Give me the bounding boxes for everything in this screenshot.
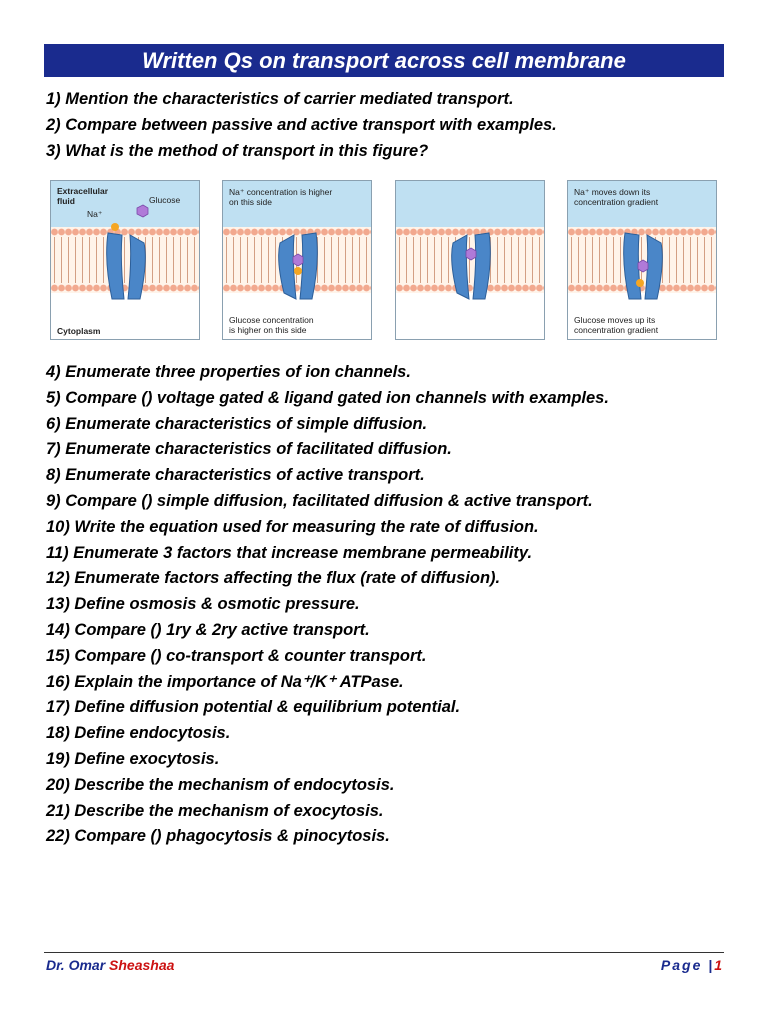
transport-figure xyxy=(50,180,718,340)
phospholipid-head xyxy=(156,229,163,236)
phospholipid-head xyxy=(596,285,603,292)
phospholipid-head xyxy=(349,285,356,292)
phospholipid-head xyxy=(149,285,156,292)
phospholipid-head xyxy=(363,229,370,236)
glucose-molecule xyxy=(466,248,476,260)
phospholipid-head xyxy=(237,285,244,292)
sodium-ion xyxy=(111,223,119,231)
phospholipid-head xyxy=(424,285,431,292)
phospholipid-head xyxy=(51,229,58,236)
phospholipid-head xyxy=(708,285,715,292)
phospholipid-head xyxy=(177,285,184,292)
question-item: 22) Compare () phagocytosis & pinocytosis. xyxy=(46,827,390,846)
phospholipid-head xyxy=(403,229,410,236)
sodium-ion xyxy=(636,279,644,287)
phospholipid-head xyxy=(431,229,438,236)
question-item: 14) Compare () 1ry & 2ry active transport. xyxy=(46,620,370,639)
phospholipid-head xyxy=(438,229,445,236)
phospholipid-head xyxy=(163,285,170,292)
phospholipid-head xyxy=(184,229,191,236)
phospholipid-head xyxy=(508,229,515,236)
phospholipid-head xyxy=(363,285,370,292)
phospholipid-head xyxy=(244,285,251,292)
sodium-label: Na⁺ xyxy=(87,209,103,219)
phospholipid-head xyxy=(335,285,342,292)
phospholipid-head xyxy=(230,229,237,236)
phospholipid-head xyxy=(459,229,466,236)
question-item: 9) Compare () simple diffusion, facilitated diffusion & active transport. xyxy=(46,491,593,510)
phospholipid-head xyxy=(673,229,680,236)
phospholipid-head xyxy=(589,285,596,292)
phospholipid-head xyxy=(223,285,230,292)
phospholipid-head xyxy=(659,285,666,292)
phospholipid-head xyxy=(163,229,170,236)
lipid-bilayer xyxy=(51,227,200,293)
glucose-molecule xyxy=(638,260,648,272)
phospholipid-head xyxy=(128,229,135,236)
phospholipid-head xyxy=(191,285,198,292)
phospholipid-head xyxy=(279,229,286,236)
figure-panel-1 xyxy=(50,180,200,340)
page-number: 1 xyxy=(714,957,722,973)
question-list-bottom xyxy=(46,360,609,850)
question-item: 21) Describe the mechanism of exocytosis. xyxy=(46,801,384,820)
phospholipid-head xyxy=(265,285,272,292)
phospholipid-head xyxy=(86,229,93,236)
phospholipid-head xyxy=(93,229,100,236)
phospholipid-head xyxy=(575,229,582,236)
phospholipid-head xyxy=(617,285,624,292)
phospholipid-head xyxy=(687,229,694,236)
phospholipid-head xyxy=(258,285,265,292)
phospholipid-head xyxy=(680,285,687,292)
phospholipid-head xyxy=(135,229,142,236)
phospholipid-head xyxy=(403,285,410,292)
phospholipid-head xyxy=(356,229,363,236)
phospholipid-head xyxy=(335,229,342,236)
question-item: 20) Describe the mechanism of endocytosis. xyxy=(46,775,395,794)
phospholipid-head xyxy=(575,285,582,292)
phospholipid-head xyxy=(610,285,617,292)
glucose-concentration-label: Glucose concentration is higher on this side xyxy=(229,315,314,335)
footer-divider xyxy=(44,952,724,953)
cytoplasm-label: Cytoplasm xyxy=(57,326,101,336)
phospholipid-head xyxy=(191,229,198,236)
phospholipid-head xyxy=(156,285,163,292)
question-item: 17) Define diffusion potential & equilibrium potential. xyxy=(46,698,461,717)
phospholipid-head xyxy=(58,285,65,292)
author-prefix: Dr. Omar xyxy=(46,957,106,973)
phospholipid-head xyxy=(536,285,543,292)
phospholipid-head xyxy=(396,229,403,236)
sodium-concentration-label: Na⁺ concentration is higher on this side xyxy=(229,187,333,207)
phospholipid-head xyxy=(79,285,86,292)
phospholipid-head xyxy=(417,285,424,292)
question-item: 1) Mention the characteristics of carrier mediated transport. xyxy=(46,90,514,108)
extracellular-label: Extracellular fluid xyxy=(57,186,109,206)
phospholipid-head xyxy=(72,229,79,236)
phospholipid-head xyxy=(230,285,237,292)
question-item: 10) Write the equation used for measuring the rate of diffusion. xyxy=(46,517,539,536)
phospholipid-head xyxy=(177,229,184,236)
question-item: 2) Compare between passive and active transport with examples. xyxy=(46,115,557,134)
phospholipid-head xyxy=(93,285,100,292)
glucose-label: Glucose xyxy=(149,195,181,205)
question-item: 19) Define exocytosis. xyxy=(46,749,220,768)
phospholipid-head xyxy=(286,229,293,236)
question-item: 8) Enumerate characteristics of active transport. xyxy=(46,466,425,485)
question-item: 5) Compare () voltage gated & ligand gated ion channels with examples. xyxy=(46,388,609,407)
phospholipid-head xyxy=(568,229,575,236)
question-item: 6) Enumerate characteristics of simple diffusion. xyxy=(46,414,428,433)
phospholipid-head xyxy=(349,229,356,236)
phospholipid-head xyxy=(65,285,72,292)
phospholipid-head xyxy=(694,229,701,236)
question-item: 18) Define endocytosis. xyxy=(46,724,231,743)
phospholipid-head xyxy=(314,285,321,292)
phospholipid-head xyxy=(666,285,673,292)
phospholipid-head xyxy=(184,285,191,292)
figure-panel-2 xyxy=(222,180,372,340)
phospholipid-head xyxy=(321,229,328,236)
phospholipid-head xyxy=(342,285,349,292)
phospholipid-head xyxy=(659,229,666,236)
phospholipid-head xyxy=(680,229,687,236)
phospholipid-head xyxy=(508,285,515,292)
phospholipid-head xyxy=(142,285,149,292)
phospholipid-head xyxy=(438,285,445,292)
phospholipid-head xyxy=(694,285,701,292)
question-item: 12) Enumerate factors affecting the flux (rate of diffusion). xyxy=(46,569,501,588)
footer-page xyxy=(661,957,722,973)
question-item: 13) Define osmosis & osmotic pressure. xyxy=(46,595,360,614)
phospholipid-head xyxy=(265,229,272,236)
phospholipid-head xyxy=(100,229,107,236)
phospholipid-head xyxy=(51,285,58,292)
phospholipid-head xyxy=(536,229,543,236)
phospholipid-head xyxy=(603,285,610,292)
phospholipid-head xyxy=(223,229,230,236)
phospholipid-head xyxy=(494,229,501,236)
phospholipid-head xyxy=(72,285,79,292)
phospholipid-head xyxy=(673,285,680,292)
phospholipid-head xyxy=(328,285,335,292)
extracellular-region xyxy=(396,181,545,227)
phospholipid-head xyxy=(452,229,459,236)
phospholipid-head xyxy=(149,229,156,236)
phospholipid-head xyxy=(666,229,673,236)
phospholipid-head xyxy=(701,229,708,236)
phospholipid-head xyxy=(356,285,363,292)
phospholipid-head xyxy=(86,285,93,292)
phospholipid-head xyxy=(410,229,417,236)
question-item: 11) Enumerate 3 factors that increase membrane permeability. xyxy=(46,543,533,562)
phospholipid-head xyxy=(529,229,536,236)
phospholipid-head xyxy=(424,229,431,236)
phospholipid-head xyxy=(515,285,522,292)
footer-author xyxy=(46,957,174,973)
phospholipid-head xyxy=(515,229,522,236)
phospholipid-head xyxy=(410,285,417,292)
phospholipid-head xyxy=(417,229,424,236)
phospholipid-head xyxy=(272,285,279,292)
phospholipid-head xyxy=(58,229,65,236)
phospholipid-head xyxy=(645,229,652,236)
membrane-carrier-illustration xyxy=(396,181,545,340)
phospholipid-head xyxy=(701,285,708,292)
phospholipid-head xyxy=(501,285,508,292)
phospholipid-head xyxy=(687,285,694,292)
phospholipid-head xyxy=(522,285,529,292)
phospholipid-head xyxy=(328,229,335,236)
page-label: Page | xyxy=(660,957,715,973)
sodium-gradient-label: Na⁺ moves down its concentration gradient xyxy=(574,187,659,207)
phospholipid-head xyxy=(522,229,529,236)
phospholipid-head xyxy=(617,229,624,236)
phospholipid-head xyxy=(251,229,258,236)
glucose-gradient-label: Glucose moves up its concentration gradient xyxy=(574,315,659,335)
phospholipid-head xyxy=(589,229,596,236)
phospholipid-head xyxy=(170,285,177,292)
phospholipid-head xyxy=(100,285,107,292)
phospholipid-head xyxy=(431,285,438,292)
phospholipid-head xyxy=(610,229,617,236)
figure-panel-3 xyxy=(395,180,545,340)
sodium-ion xyxy=(294,267,302,275)
phospholipid-head xyxy=(638,229,645,236)
phospholipid-head xyxy=(244,229,251,236)
question-list-top xyxy=(46,87,557,164)
phospholipid-head xyxy=(708,229,715,236)
phospholipid-head xyxy=(321,285,328,292)
phospholipid-head xyxy=(272,229,279,236)
phospholipid-head xyxy=(596,229,603,236)
glucose-molecule xyxy=(293,254,303,266)
phospholipid-head xyxy=(79,229,86,236)
phospholipid-head xyxy=(582,229,589,236)
question-item: 4) Enumerate three properties of ion channels. xyxy=(46,363,411,381)
phospholipid-head xyxy=(142,229,149,236)
phospholipid-head xyxy=(237,229,244,236)
phospholipid-head xyxy=(568,285,575,292)
phospholipid-head xyxy=(445,229,452,236)
question-item: 15) Compare () co-transport & counter transport. xyxy=(46,646,427,665)
phospholipid-head xyxy=(652,229,659,236)
phospholipid-head xyxy=(494,285,501,292)
author-surname: Sheashaa xyxy=(109,957,175,973)
phospholipid-head xyxy=(170,229,177,236)
phospholipid-head xyxy=(582,285,589,292)
phospholipid-head xyxy=(487,285,494,292)
question-item: 3) What is the method of transport in this figure? xyxy=(46,141,429,160)
phospholipid-head xyxy=(603,229,610,236)
phospholipid-head xyxy=(529,285,536,292)
phospholipid-head xyxy=(501,229,508,236)
phospholipid-head xyxy=(445,285,452,292)
phospholipid-head xyxy=(396,285,403,292)
question-item: 7) Enumerate characteristics of facilitated diffusion. xyxy=(46,440,452,459)
phospholipid-head xyxy=(251,285,258,292)
question-item: 16) Explain the importance of Na⁺/K⁺ ATPase. xyxy=(46,672,404,691)
phospholipid-head xyxy=(65,229,72,236)
glucose-molecule xyxy=(137,205,148,217)
phospholipid-head xyxy=(258,229,265,236)
phospholipid-head xyxy=(121,229,128,236)
figure-panel-4 xyxy=(567,180,717,340)
phospholipid-head xyxy=(342,229,349,236)
page-title: Written Qs on transport across cell membrane xyxy=(44,44,724,77)
